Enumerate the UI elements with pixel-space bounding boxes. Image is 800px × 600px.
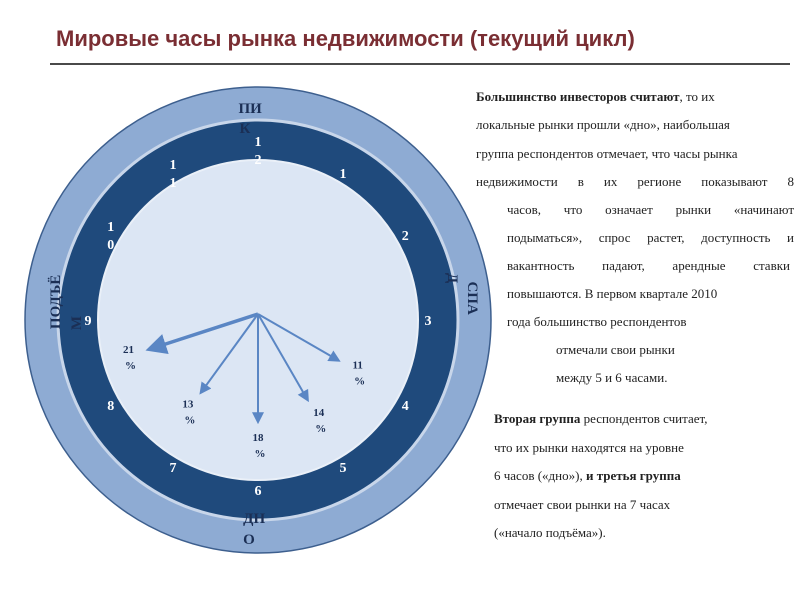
paragraph-2-line-5: («начало подъёма»). [494, 525, 606, 540]
hour-number-12: 1 2 [254, 135, 262, 168]
paragraph-1-line-11: между 5 и 6 часами. [556, 370, 668, 385]
hour-number-9: 9 [84, 314, 92, 329]
hour-number-11: 1 1 [169, 157, 177, 191]
paragraph-1-line-9: года большинство респондентов [507, 314, 687, 329]
hour-number-5: 5 [339, 461, 347, 477]
paragraph-1-bold-lead: Большинство инвесторов считают [476, 89, 680, 104]
paragraph-1-line-5: часов, что означает рынки «начинают [507, 202, 794, 217]
paragraph-2-line-1-rest: респондентов считает, [580, 411, 708, 426]
hour-number-7: 7 [169, 461, 177, 477]
phase-label-peak: ПИ К [238, 101, 262, 137]
hour-number-3: 3 [424, 314, 432, 329]
hour-number-4: 4 [401, 399, 409, 414]
percent-label-1: 13 % [182, 398, 196, 427]
percent-label-0: 21 % [123, 344, 137, 373]
paragraph-1-line-7: вакантность падают, арендные ставки [507, 258, 790, 273]
paragraph-1-line-2: локальные рынки прошли «дно», наибольшая [476, 117, 730, 132]
paragraph-1-line-6: подыматься», спрос растет, доступность и [507, 230, 794, 245]
hour-number-8: 8 [107, 399, 115, 414]
paragraph-1-line-4: недвижимости в их регионе показывают 8 [476, 174, 794, 189]
paragraph-1-line-1 [476, 88, 715, 106]
hour-number-6: 6 [254, 484, 262, 499]
percent-label-2: 18 % [252, 431, 266, 460]
hour-number-1: 1 [339, 166, 347, 182]
paragraph-1-line-8: повышаются. В первом квартале 2010 [507, 286, 718, 301]
page-title: Мировые часы рынка недвижимости (текущий цикл) [56, 26, 635, 51]
paragraph-2-line-1 [494, 410, 707, 428]
percent-label-3: 14 % [313, 407, 327, 436]
paragraph-1-line-10: отмечали свои рынки [556, 342, 675, 357]
phase-label-rise: ПОДЪЁ М [48, 274, 85, 331]
paragraph-2-bold-lead: Вторая группа [494, 411, 581, 426]
paragraph-1-line-1-rest: , то их [679, 89, 715, 104]
paragraph-1-line-3: группа респондентов отмечает, что часы рынка [476, 146, 738, 161]
percent-label-4: 11 % [352, 359, 366, 388]
paragraph-2-bold-third-group: и третья группа [585, 468, 681, 483]
phase-label-fall: СПА Д [444, 272, 480, 315]
hour-number-10: 1 0 [107, 220, 115, 253]
phase-label-bottom: ДН О [243, 511, 266, 548]
paragraph-2-line-2: что их рынки находятся на уровне [494, 440, 684, 455]
paragraph-2-line-3-start: 6 часов («дно»), [494, 468, 586, 483]
hour-number-2: 2 [401, 229, 409, 244]
paragraph-2-line-3 [494, 467, 681, 485]
paragraph-2-line-4: отмечает свои рынки на 7 часах [494, 497, 671, 512]
